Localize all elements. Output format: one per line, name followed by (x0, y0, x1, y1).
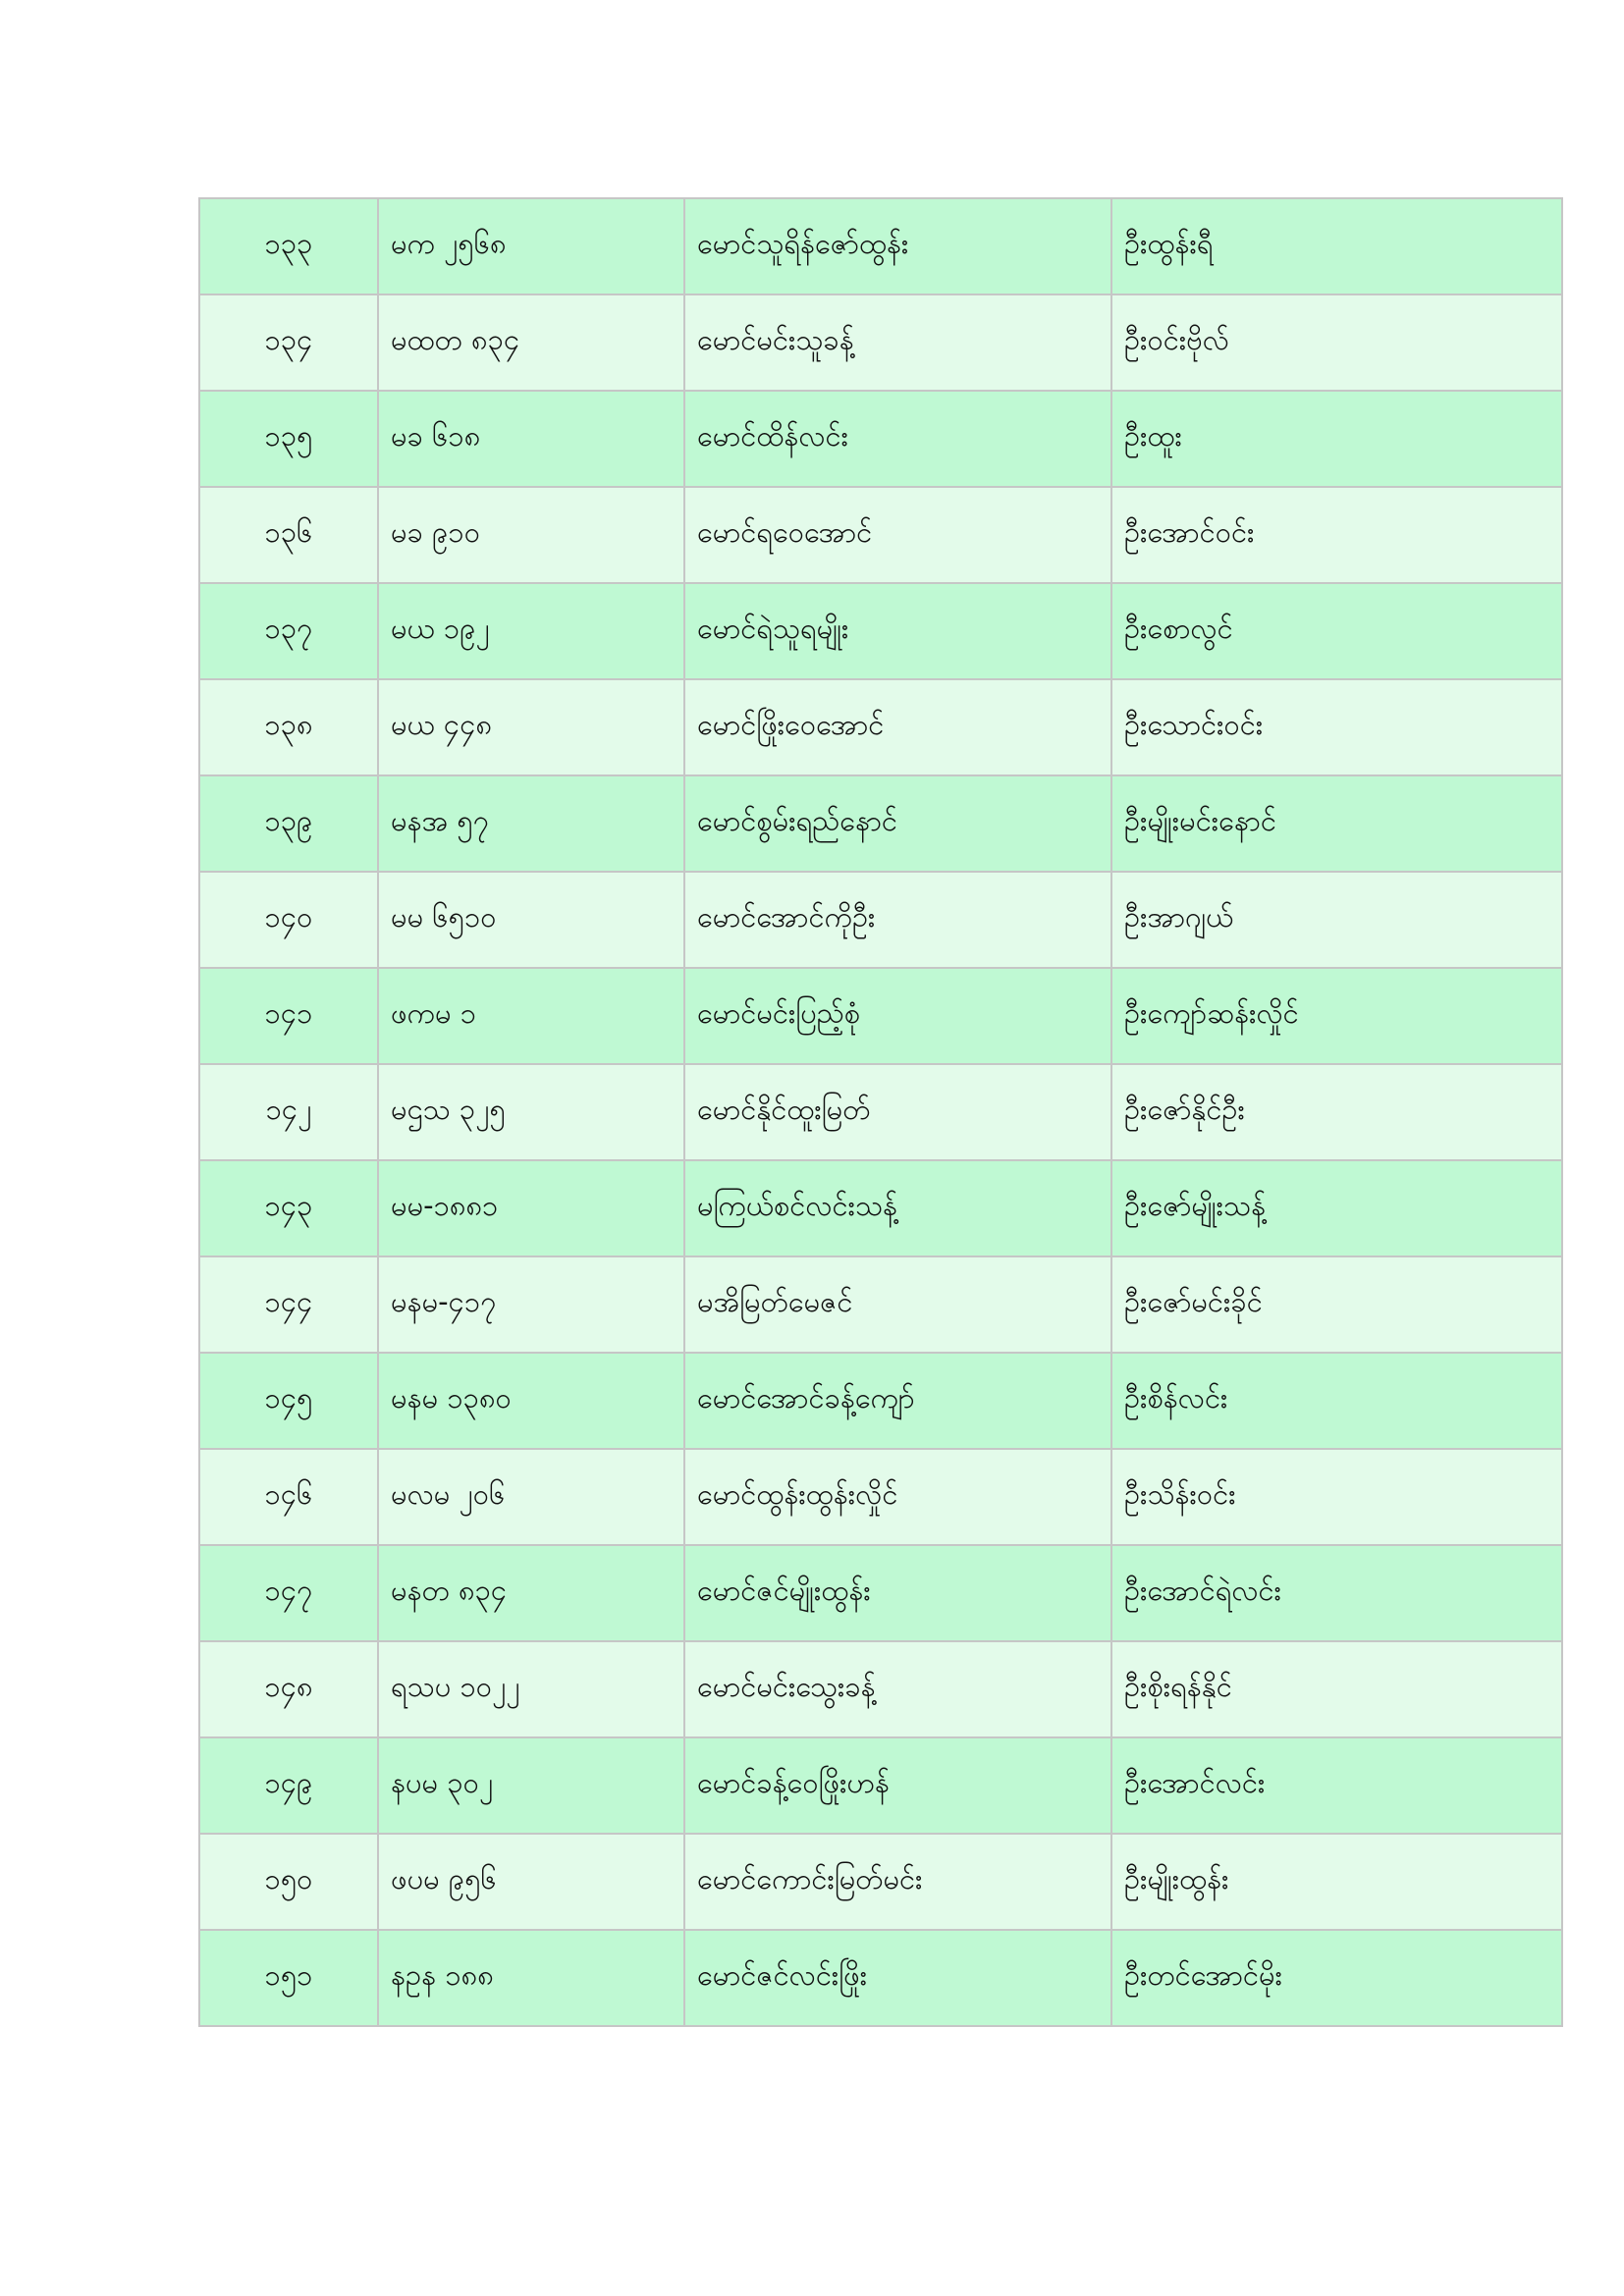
student-name: မောင်အောင်ကိုဦး (684, 872, 1111, 968)
father-name: ဦးကျော်ဆန်းလှိုင် (1111, 968, 1562, 1064)
row-number: ၁၃၄ (199, 294, 378, 391)
registration-id: မထတ ၈၃၄ (378, 294, 684, 391)
student-name: မောင်သူရိန်ဇော်ထွန်း (684, 198, 1111, 294)
registration-id: မမ-၁၈၈၁ (378, 1160, 684, 1256)
table-row (199, 1930, 1562, 2026)
registration-id: နဥန ၁၈၈ (378, 1930, 684, 2026)
table-row (199, 872, 1562, 968)
registration-id: မနမ-၄၁၇ (378, 1256, 684, 1353)
row-number: ၁၃၉ (199, 775, 378, 872)
registration-id: မခ ၉၁၀ (378, 487, 684, 583)
roster-body (199, 198, 1562, 2026)
student-name: မောင်မင်းပြည့်စုံ (684, 968, 1111, 1064)
father-name: ဦးစောလွင် (1111, 583, 1562, 679)
row-number: ၁၃၃ (199, 198, 378, 294)
table-row (199, 583, 1562, 679)
registration-id: မဌသ ၃၂၅ (378, 1064, 684, 1160)
row-number: ၁၄၇ (199, 1545, 378, 1641)
row-number: ၁၅၁ (199, 1930, 378, 2026)
row-number: ၁၄၄ (199, 1256, 378, 1353)
father-name: ဦးသိန်းဝင်း (1111, 1449, 1562, 1545)
father-name: ဦးထွန်းရီ (1111, 198, 1562, 294)
father-name: ဦးစိုးရန်နိုင် (1111, 1641, 1562, 1737)
row-number: ၁၃၆ (199, 487, 378, 583)
table-row (199, 775, 1562, 872)
student-name: မောင်ကောင်းမြတ်မင်း (684, 1834, 1111, 1930)
registration-id: မခ ၆၁၈ (378, 391, 684, 487)
registration-id: မနမ ၁၃၈၀ (378, 1353, 684, 1449)
student-name: မောင်စွမ်းရည်နောင် (684, 775, 1111, 872)
row-number: ၁၄၆ (199, 1449, 378, 1545)
father-name: ဦးဝင်းဗိုလ် (1111, 294, 1562, 391)
father-name: ဦးမျိုးထွန်း (1111, 1834, 1562, 1930)
registration-id: မနတ ၈၃၄ (378, 1545, 684, 1641)
registration-id: မမ ၆၅၁၀ (378, 872, 684, 968)
father-name: ဦးထူး (1111, 391, 1562, 487)
student-name: မောင်ထွန်းထွန်းလှိုင် (684, 1449, 1111, 1545)
table-row (199, 1737, 1562, 1834)
father-name: ဦးအာဂျယ် (1111, 872, 1562, 968)
table-row (199, 1256, 1562, 1353)
table-row (199, 968, 1562, 1064)
row-number: ၁၄၈ (199, 1641, 378, 1737)
student-name: မောင်ရဲသူရမျိုး (684, 583, 1111, 679)
father-name: ဦးသောင်းဝင်း (1111, 679, 1562, 775)
father-name: ဦးအောင်လင်း (1111, 1737, 1562, 1834)
table-row (199, 198, 1562, 294)
registration-id: ဖပမ ၉၅၆ (378, 1834, 684, 1930)
table-row (199, 1545, 1562, 1641)
table-row (199, 391, 1562, 487)
father-name: ဦးအောင်ရဲလင်း (1111, 1545, 1562, 1641)
father-name: ဦးဇော်မင်းခိုင် (1111, 1256, 1562, 1353)
student-name: မောင်ထိန်လင်း (684, 391, 1111, 487)
row-number: ၁၃၅ (199, 391, 378, 487)
student-name: မောင်ရဝေအောင် (684, 487, 1111, 583)
row-number: ၁၄၁ (199, 968, 378, 1064)
father-name: ဦးစိန်လင်း (1111, 1353, 1562, 1449)
student-name: မောင်ဇင်မျိုးထွန်း (684, 1545, 1111, 1641)
student-name: မောင်ဇင်လင်းဖြိုး (684, 1930, 1111, 2026)
table-row (199, 487, 1562, 583)
father-name: ဦးအောင်ဝင်း (1111, 487, 1562, 583)
registration-id: ရသပ ၁၀၂၂ (378, 1641, 684, 1737)
student-name: မကြယ်စင်လင်းသန့် (684, 1160, 1111, 1256)
table-row (199, 294, 1562, 391)
registration-id: မလမ ၂၀၆ (378, 1449, 684, 1545)
registration-id: မနအ ၅၇ (378, 775, 684, 872)
table-row (199, 679, 1562, 775)
student-name: မောင်နိုင်ထူးမြတ် (684, 1064, 1111, 1160)
table-row (199, 1064, 1562, 1160)
student-name: မောင်ဖြိုးဝေအောင် (684, 679, 1111, 775)
student-roster-table (198, 197, 1563, 2027)
registration-id: မယ ၄၄၈ (378, 679, 684, 775)
student-name: မောင်မင်းသူခန့် (684, 294, 1111, 391)
row-number: ၁၄၃ (199, 1160, 378, 1256)
row-number: ၁၄၀ (199, 872, 378, 968)
registration-id: မယ ၁၉၂ (378, 583, 684, 679)
row-number: ၁၄၂ (199, 1064, 378, 1160)
table-row (199, 1449, 1562, 1545)
father-name: ဦးဇော်မျိုးသန့် (1111, 1160, 1562, 1256)
registration-id: မက ၂၅၆၈ (378, 198, 684, 294)
row-number: ၁၃၈ (199, 679, 378, 775)
registration-id: ဖကမ ၁ (378, 968, 684, 1064)
table-row (199, 1160, 1562, 1256)
father-name: ဦးဇော်နိုင်ဦး (1111, 1064, 1562, 1160)
student-name: မောင်ခန့်ဝေဖြိုးဟန် (684, 1737, 1111, 1834)
student-name: မအိမြတ်မေဇင် (684, 1256, 1111, 1353)
table-row (199, 1353, 1562, 1449)
student-name: မောင်အောင်ခန့်ကျော် (684, 1353, 1111, 1449)
row-number: ၁၃၇ (199, 583, 378, 679)
registration-id: နပမ ၃၀၂ (378, 1737, 684, 1834)
student-name: မောင်မင်းသွေးခန့် (684, 1641, 1111, 1737)
row-number: ၁၄၅ (199, 1353, 378, 1449)
father-name: ဦးတင်အောင်မိုး (1111, 1930, 1562, 2026)
row-number: ၁၅၀ (199, 1834, 378, 1930)
row-number: ၁၄၉ (199, 1737, 378, 1834)
father-name: ဦးမျိုးမင်းနောင် (1111, 775, 1562, 872)
table-row (199, 1641, 1562, 1737)
table-row (199, 1834, 1562, 1930)
